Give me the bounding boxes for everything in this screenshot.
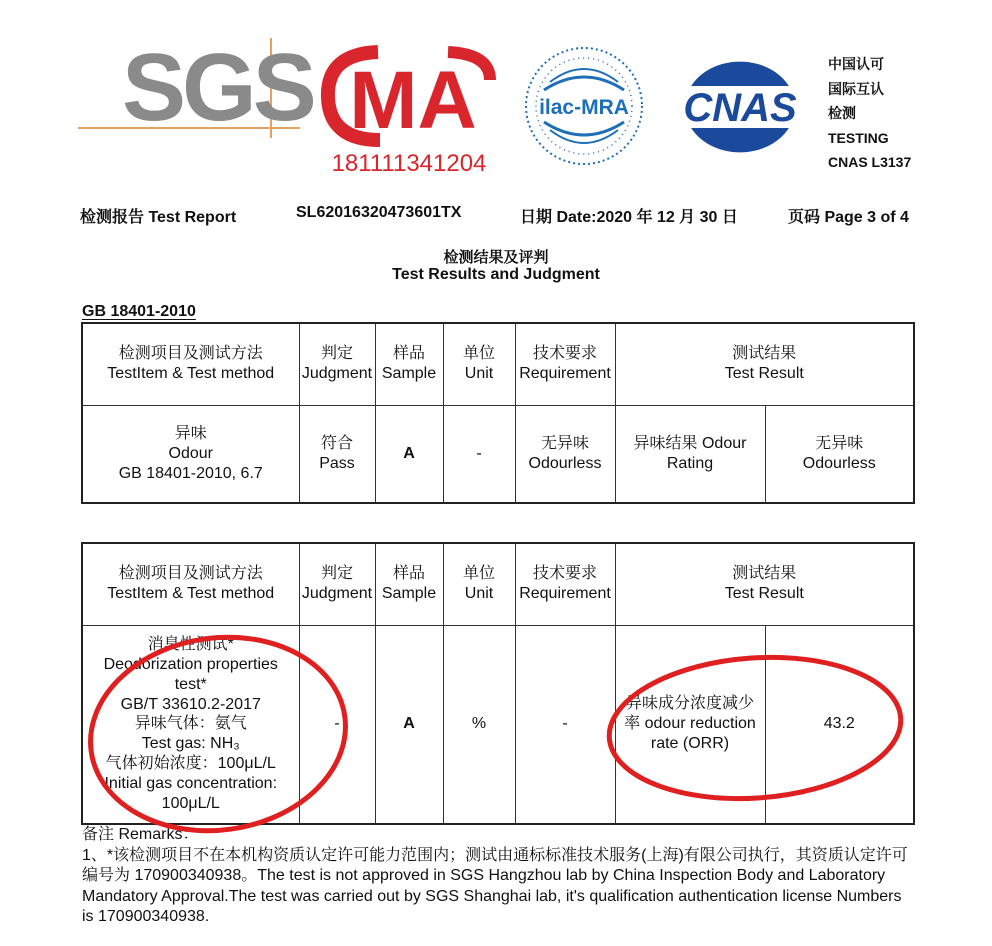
cma-number: 181111341204 [331,150,487,177]
testing-line: TESTING [828,129,889,146]
cell-requirement: - [515,625,615,824]
ilac-mra-logo [522,44,646,168]
cell-sample: A [375,405,443,503]
ilac-logo-text: ilac-MRA [539,96,629,119]
cell-result-label: 异味结果 Odour Rating [615,405,765,503]
cell-result-value: 无异味 Odourless [765,405,914,503]
cell-sample: A [375,625,443,824]
testing-line: CNAS L3137 [828,154,912,170]
header-judgment: 判定 Judgment [299,323,375,405]
results-table-odour [81,322,915,504]
sgs-logo-text: SGS [122,34,313,141]
cma-logo-text: MA [349,55,477,146]
remarks-text: 1、*该检测项目不在本机构资质认定许可能力范围内；测试由通标标准技术服务(上海)有限公司执行，其资质认定许可编号为 170900340938。The test is not approved in SGS Hangzhou lab by China Inspection Body and Laboratory Mandatory Approval.The test was carried out by SGS Shanghai lab, it's qualification authentication license Numbers is 170900340938. [82,846,908,925]
section-title-en: Test Results and Judgment [392,266,600,283]
header-requirement: 技术要求 Requirement [515,323,615,405]
cnas-logo [668,52,812,160]
header-unit: 单位 Unit [443,543,515,625]
cell-item: 消臭性测试* Deodorization properties test* GB/T 33610.2-2017 异味气体：氨气 Test gas: NH₃ 气体初始浓度：100μL/L Initial gas concentration: 100μL/L [82,625,299,824]
testing-line: 检测 [828,105,856,121]
cma-emblem-icon [318,40,500,152]
cma-logo [318,40,500,182]
table-header-row [82,323,914,405]
page-number: 页码 Page 3 of 4 [788,209,909,226]
header-sample: 样品 Sample [375,323,443,405]
report-date: 日期 Date:2020 年 12 月 30 日 [520,209,738,226]
cell-result-label: 异味成分浓度减少 率 odour reduction rate (ORR) [615,625,765,824]
header-item: 检测项目及测试方法 TestItem & Test method [82,323,299,405]
testing-line: 中国认可 [828,56,884,72]
header-result: 测试结果 Test Result [615,323,914,405]
testing-line: 国际互认 [828,80,884,97]
cell-unit: % [443,625,515,824]
results-table-deodorization [81,542,915,825]
table-row [82,625,914,824]
remarks-title: 备注 Remarks： [82,826,199,843]
table-row [82,405,914,503]
cnas-testing-caption [828,52,938,175]
cnas-logo-text: CNAS [683,86,797,130]
cell-requirement: 无异味 Odourless [515,405,615,503]
cell-result-value: 43.2 [765,625,914,824]
header-result: 测试结果 Test Result [615,543,914,625]
remarks [82,825,912,928]
sgs-logo [78,34,313,141]
report-label: 检测报告 Test Report [80,209,237,226]
header-item: 检测项目及测试方法 TestItem & Test method [82,543,299,625]
cell-judgment: 符合 Pass [299,405,375,503]
cell-unit: - [443,405,515,503]
header-judgment: 判定 Judgment [299,543,375,625]
cell-item: 异味 Odour GB 18401-2010, 6.7 [82,405,299,503]
standard-label: GB 18401-2010 [82,303,196,320]
header-sample: 样品 Sample [375,543,443,625]
section-title-zh: 检测结果及评判 [443,249,549,266]
report-number: SL62016320473601TX [296,204,462,221]
table-header-row [82,543,914,625]
cell-judgment: - [299,625,375,824]
header-requirement: 技术要求 Requirement [515,543,615,625]
header-unit: 单位 Unit [443,323,515,405]
